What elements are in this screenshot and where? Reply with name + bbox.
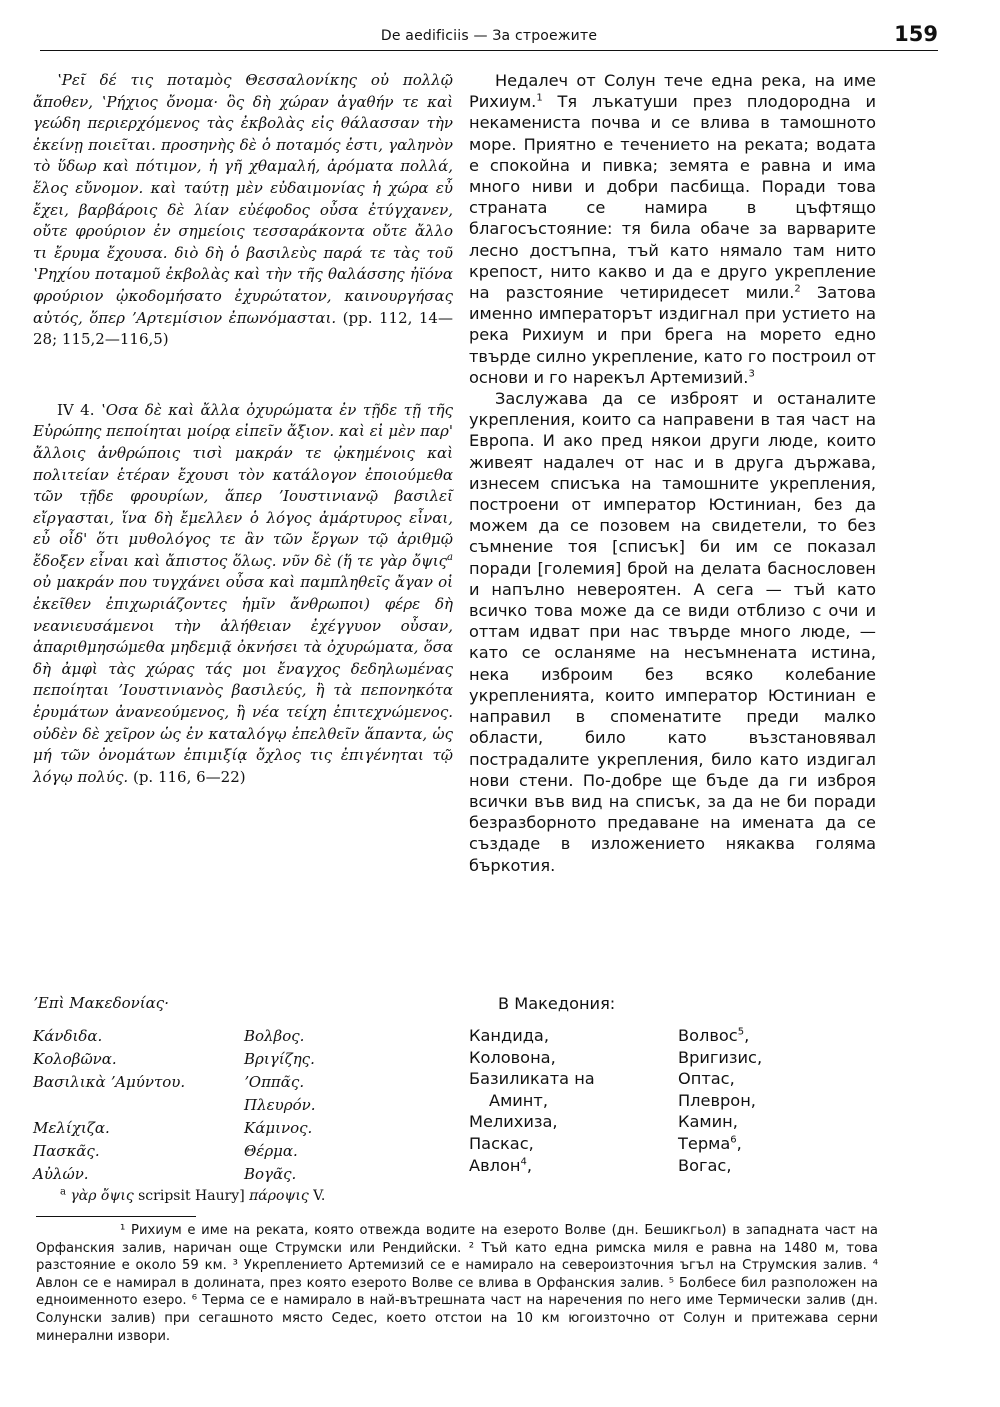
list-item — [469, 1069, 595, 1091]
list-item — [678, 1112, 762, 1134]
footnote-ref-4: 4 — [520, 1156, 527, 1168]
place-name: Аминт, — [489, 1090, 548, 1110]
list-item — [678, 1134, 762, 1156]
bulgarian-paragraph-2: Заслужава да се изброят и останалите укрепления, които са направени в тая част на Европа. И ако пред някои други люде, които живеят надалеч от нас и в друга държава, изнесем списъка на тамошните укрепления, построени от император Юстиниан, без да можем да се позовем на свидетели, то без съмнение тоя [списък] би им се показал поради [големия] брой на делата баснословен и напълно невероятен. А сега — тъй като всичко това може да се види отблизо с очи и оттам идват при нас твърде много люде, — като се осланяме на несъмнената истина, нека изброим без всяко колебание укрепленията, които император Юстиниан е направил в споменатите преди малко области, било като възстановявал пострадалите укрепления, било като издигал нови стени. По-добре ще бъде да ги изброя всички във вид на списък, за да не би поради безразборното предаване на имената да се създаде в изложението някаква голяма бъркотия. — [469, 389, 876, 875]
bulgarian-list-heading: В Македония: — [498, 994, 616, 1013]
list-item: Αὐλών. — [33, 1165, 89, 1183]
footnote-divider — [36, 1216, 196, 1217]
footnote-ref-6: 6 — [730, 1134, 737, 1146]
apparatus-reading: γὰρ ὄψις — [70, 1188, 134, 1204]
place-name: Вригизис, — [678, 1047, 763, 1067]
greek-reference-1: (pp. 112, 14—28; 115,2—116,5) — [33, 308, 453, 349]
punctuation: , — [526, 1155, 532, 1175]
apparatus-mark: a — [447, 551, 453, 563]
bulgarian-text-column — [469, 70, 876, 876]
place-name: Плеврон, — [678, 1090, 756, 1110]
place-name: Паскас, — [469, 1133, 534, 1153]
section-number: IV 4. — [57, 400, 95, 419]
list-item: Βολβος. — [244, 1027, 305, 1045]
footnotes: ¹ Рихиум е име на реката, която отвежда водите на езерото Волве (дн. Бешикгьол) в западната част на Орфанския залив, наричан още Струмски или Рендийски. ² Тъй като една римска миля е равна на 1480 м, това разстояние е около 59 км. ³ Укреплението Артемизий се е намирало на североизточния ъгъл на Струмския залив. ⁴ Авлон се е намирал в долината, през която езерото Волве се влива в Орфанския залив. ⁵ Болбесе бил разположен на едноименното езеро. ⁶ Терма се е намирало в най-вътрешната част на наречения по него име Термически залив (дн. Солунски залив) при сегашното място Седес, което отстои на 10 км югоизточно от Солун и притежава серни минерални извори. — [36, 1223, 878, 1344]
running-title: De aedificiis — За строежите — [380, 28, 598, 44]
list-item — [469, 1156, 595, 1178]
bulgarian-place-list-1 — [469, 1026, 595, 1177]
place-name: Мелихиза, — [469, 1112, 558, 1132]
footnote-ref-1: 1 — [536, 92, 543, 104]
greek-place-list-2 — [244, 1027, 316, 1188]
footnote-ref-2: 2 — [794, 283, 801, 295]
greek-text-column — [33, 70, 453, 788]
bg-para1b: Тя лъкатуши през плодородна и некамениста почва и се влива в тамошното море. Приятно е течението на реката; водата е спокойна и пивка; земята е равна и има много ниви и добри пасбища. Поради това страната се намира в цъфтящо благосъстояние: тя била обаче за варварите лесно достъпна, тъй като нямало там нито крепост, нито какво и да е друго укрепление на разстояние четиридесет мили. — [469, 92, 876, 303]
place-name: Терма — [678, 1133, 731, 1153]
list-item: ʼΟππᾶς. — [244, 1073, 305, 1091]
list-item: Βριγίζης. — [244, 1050, 315, 1068]
list-item: Βασιλικὰ ʼΑμύντου. — [33, 1073, 186, 1091]
page-header — [40, 24, 938, 51]
bg-para1a: Недалеч от Солун тече една река, на име Рихиум. — [469, 71, 876, 112]
place-name: Камин, — [678, 1112, 738, 1132]
list-item — [469, 1091, 595, 1113]
list-item: Κολοβῶνα. — [33, 1050, 117, 1068]
bg-para1c: Затова именно императорът издигнал при устието на река Рихиум и при брега на морето едно твърде силно укрепление, като го построил от основи и го нарекъл Артемизий. — [469, 283, 876, 387]
bulgarian-paragraph-1 — [469, 70, 876, 388]
place-name: Вогас, — [678, 1155, 732, 1175]
greek-para2a-text: ʽΟσα δὲ καὶ ἄλλα ὀχυρώματα ἐν τῇδε τῇ τῆς Εὐρώπης πεποίηται μοίρᾳ εἰπεῖν ἄξιον. καὶ εἰ μὲν παρ' ἄλλοις ἀνθρώποις τισὶ μακράν τε ᾠκημένοις καὶ πολιτείαν ἑτέραν ἔχουσι τὸν κατάλογον ἐποιούμεθα τῶν τῇδε φρουρίων, ἅπερ ʼΙουστινιανῷ βασιλεῖ εἴργασται, ἵνα δὴ ἔμελλεν ὁ λόγος ἀμάρτυρος εἶναι, εὖ οἶδ' ὅτι μυθολόγος τε ἂν τῶν ἔργων τῷ ἀριθμῷ ἔδοξεν εἶναι καὶ ἄπιστος ὅλως. νῦν δὲ (ἥ τε γὰρ ὄψις — [33, 400, 453, 570]
punctuation: , — [736, 1133, 742, 1153]
apparatus-variant: πάροψις — [249, 1188, 309, 1204]
list-item: Πασκᾶς. — [33, 1142, 100, 1160]
list-item — [33, 1096, 185, 1119]
list-item — [678, 1091, 762, 1113]
greek-para2b-text: οὐ μακράν που τυγχάνει οὖσα καὶ παμπληθεῖς ἄγαν οἱ ἐκεῖθεν ἐπιχωριάζοντες ἡμῖν ἄνθρωποι) φέρε δὴ νεανιευσάμενοι τὴν ἀλήθειαν ἐχέγγυον οὖσαν, ἀπαριθμησώμεθα μηδεμιᾷ ὀκνήσει τὰ ὀχυρώματα, ὅσα δὴ ἀμφὶ τὰς χώρας τάς μοι ἔναγχος δεδηλωμένας πεποίηται ʼΙουστινιανὸς βασιλεύς, ἢ τὰ πεπονηκότα ἐρυμάτων ἀνανεούμενος, ἢ νέα τείχη ἐπιτεχνώμενος. οὐδὲν δὲ χεῖρον ὡς ἐν καταλόγῳ ἐπελθεῖν ἅπαντα, ὡς μή τῶν ὀνομάτων ἐπιμιξίᾳ ὄχλος τις ἐπιγένηται τῷ λόγῳ πολύς. — [33, 573, 453, 786]
critical-apparatus — [60, 1188, 325, 1204]
greek-place-list-1 — [33, 1027, 185, 1188]
list-item — [678, 1048, 762, 1070]
list-item — [678, 1069, 762, 1091]
list-item: Κάνδιδα. — [33, 1027, 103, 1045]
apparatus-mark: a — [60, 1186, 66, 1198]
greek-paragraph-2 — [33, 400, 453, 789]
punctuation: , — [744, 1026, 750, 1045]
list-item: Πλευρόν. — [244, 1096, 316, 1114]
apparatus-siglum: V. — [308, 1188, 326, 1204]
list-item — [678, 1156, 762, 1178]
list-item — [469, 1112, 595, 1134]
bulgarian-place-list-2 — [678, 1026, 762, 1177]
greek-reference-2: (p. 116, 6—22) — [132, 767, 246, 786]
greek-para1-text: ʽΡεῖ δέ τις ποταμὸς Θεσσαλονίκης οὐ πολλῷ ἄποθεν, ʽΡήχιος ὄνομα· ὃς δὴ χώραν ἀγαθήν τε καὶ γεώδη περιερχόμενος τὰς ἐκβολὰς εἰς θάλασσαν τὴν ἐκείνῃ ποιεῖται. προσηνὴς δὲ ὁ ποταμός ἐστι, γαληνὸν τὸ ὕδωρ καὶ πότιμον, ἡ γῆ χθαμαλή, ἀρόματα πολλά, ἕλος εὔνομον. καὶ ταύτῃ μὲν εὐδαιμονίας ἡ χώρα εὖ ἔχει, βαρβάροις δὲ λίαν εὐέφοδος οὖσα ἐτύγχανεν, οὔτε φρούριον ἐν σημείοις τεσσαράκοντα οὔτε ἄλλο τι ἔρυμα ἔχουσα. διὸ δὴ ὁ βασιλεὺς παρά τε τὰς τοῦ ʽΡηχίου ποταμοῦ ἐκβολὰς καὶ τὴν τῆς θαλάσσης ἠϊόνα φρούριον ᾠκοδομήσατο ἐχυρώτατον, καινουργήσας αὐτός, ὅπερ ʼΑρτεμίσιον ἐπωνόμασται. — [33, 71, 453, 327]
list-item: Κάμινος. — [244, 1119, 313, 1137]
place-name: Волвос — [678, 1026, 738, 1045]
apparatus-note: scripsit Haury] — [133, 1188, 250, 1204]
place-name: Авлон — [469, 1155, 521, 1175]
place-name: Базиликата на — [469, 1069, 595, 1089]
place-name: Оптас, — [678, 1069, 735, 1089]
list-item: Βογᾶς. — [244, 1165, 297, 1183]
page-number: 159 — [894, 22, 938, 46]
list-item — [469, 1048, 595, 1070]
list-item — [678, 1026, 762, 1048]
greek-paragraph-1 — [33, 70, 453, 351]
list-item: Θέρμα. — [244, 1142, 298, 1160]
list-item: Μελίχιζα. — [33, 1119, 110, 1137]
footnote-ref-3: 3 — [748, 368, 755, 380]
greek-list-heading: ʼΕπὶ Μακεδονίας· — [33, 994, 169, 1012]
list-item — [469, 1134, 595, 1156]
place-name: Кандида, — [469, 1026, 549, 1045]
list-item — [469, 1026, 595, 1048]
footnote-ref-5: 5 — [737, 1026, 745, 1038]
place-name: Коловона, — [469, 1047, 556, 1067]
